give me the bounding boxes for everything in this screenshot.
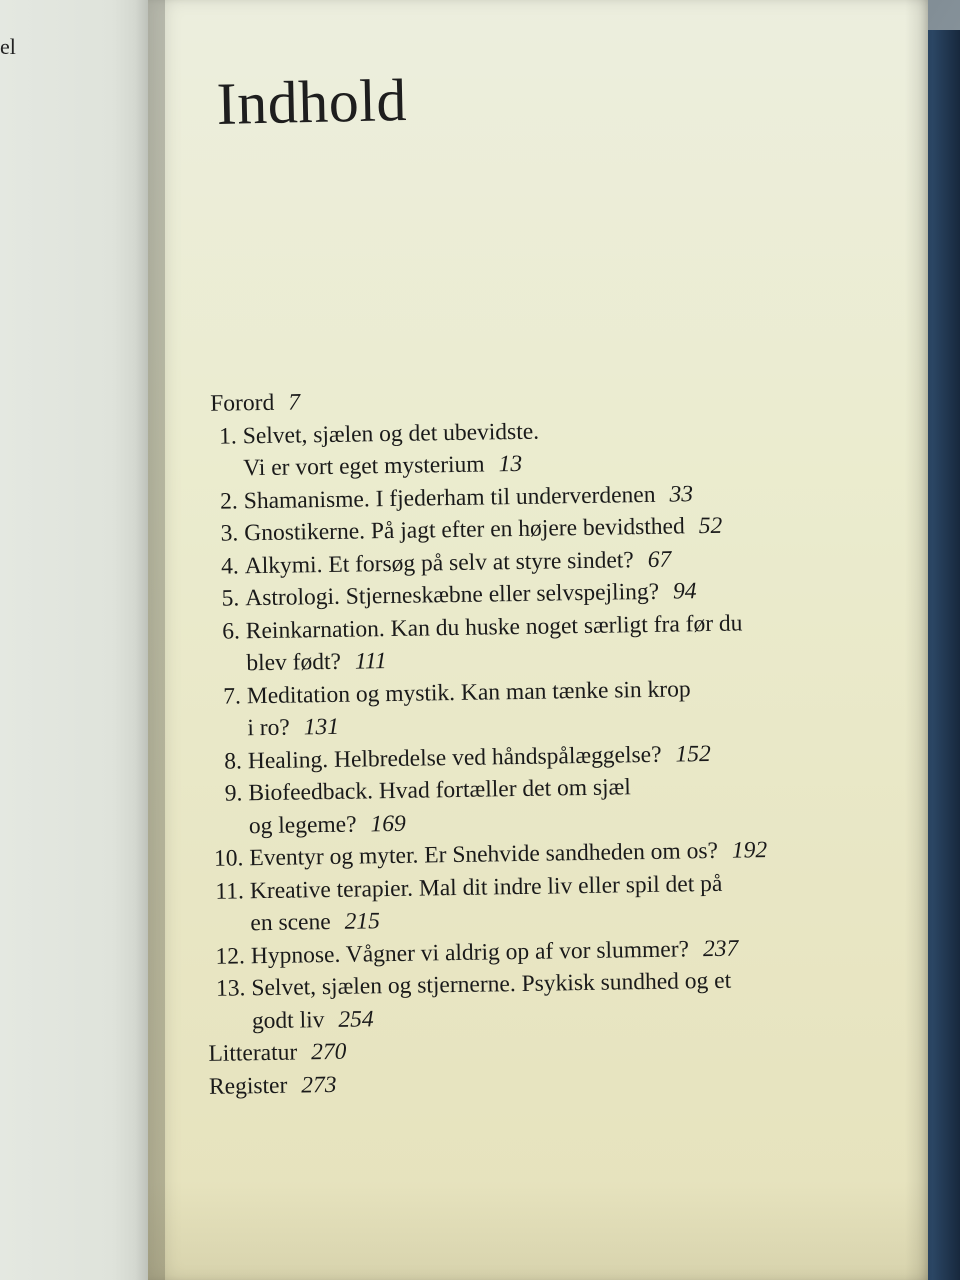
toc-entry-title: Selvet, sjælen og stjernerne. Psykisk sundhed og et bbox=[251, 967, 732, 1002]
toc-entry-title: Selvet, sjælen og det ubevidste. bbox=[242, 418, 540, 449]
toc-entry-page-number: 7 bbox=[288, 389, 301, 416]
table-of-contents bbox=[198, 378, 869, 1103]
toc-entry-number: 8. bbox=[224, 747, 243, 775]
toc-entry-page-number: 52 bbox=[698, 512, 723, 540]
toc-entry-number: 3. bbox=[220, 520, 239, 547]
toc-entry-title: blev født? bbox=[246, 648, 342, 677]
page-edge-shadow bbox=[905, 0, 928, 1280]
toc-entry bbox=[207, 963, 868, 1038]
toc-entry-page-number: 33 bbox=[669, 480, 694, 508]
toc-entry-page-number: 192 bbox=[731, 837, 768, 864]
toc-entry bbox=[204, 768, 865, 843]
toc-entry-title: Register bbox=[208, 1072, 288, 1100]
toc-entry-number: 6. bbox=[221, 617, 241, 645]
toc-entry-title: Shamanisme. I fjederham til underverdenen bbox=[243, 481, 656, 514]
toc-entry-title: Kreative terapier. Mal dit indre liv eller spil det på bbox=[249, 870, 723, 904]
page-bottom-shade bbox=[148, 1180, 928, 1280]
gutter-shadow bbox=[135, 0, 165, 1280]
toc-entry-title: Biofeedback. Hvad fortæller det om sjæl bbox=[248, 774, 631, 807]
toc-entry-page-number: 131 bbox=[303, 713, 340, 741]
toc-entry-page-number: 169 bbox=[370, 810, 406, 837]
toc-entry-page-number: 67 bbox=[647, 546, 672, 573]
toc-entry-title: Vi er vort eget mysterium bbox=[243, 451, 485, 482]
toc-entry-number: 11. bbox=[215, 877, 245, 905]
toc-entry-title: godt liv bbox=[251, 1006, 325, 1034]
toc-entry bbox=[202, 605, 863, 680]
toc-entry-title: og legeme? bbox=[248, 811, 357, 839]
toc-entry-number: 2. bbox=[219, 487, 238, 515]
toc-entry-number: 1. bbox=[218, 422, 237, 450]
toc-entry-number: 7. bbox=[223, 682, 242, 710]
toc-entry bbox=[199, 410, 860, 485]
toc-entry-page-number: 237 bbox=[702, 935, 739, 962]
toc-entry-title: Alkymi. Et forsøg på selv at styre sindet? bbox=[244, 546, 634, 579]
toc-entry-page-number: 215 bbox=[344, 908, 381, 935]
toc-entry-title: Reinkarnation. Kan du huske noget særligt fra før du bbox=[245, 609, 743, 644]
toc-entry-page-number: 270 bbox=[310, 1038, 347, 1066]
toc-entry-number: 13. bbox=[215, 975, 246, 1002]
toc-entry-number: 5. bbox=[221, 585, 240, 612]
toc-entry-page-number: 152 bbox=[675, 740, 711, 768]
toc-entry-title: Meditation og mystik. Kan man tænke sin krop bbox=[246, 675, 691, 709]
toc-entry-title: Litteratur bbox=[208, 1039, 298, 1067]
toc-entry-number: 4. bbox=[220, 552, 240, 580]
left-page-edge-text: el bbox=[0, 34, 16, 59]
toc-entry-title: Forord bbox=[210, 389, 275, 417]
toc-entry-number: 12. bbox=[215, 942, 246, 970]
toc-entry bbox=[206, 865, 867, 940]
toc-entry-number: 10. bbox=[213, 845, 244, 872]
toc-entry-number: 9. bbox=[224, 780, 243, 807]
toc-entry-page-number: 254 bbox=[338, 1005, 374, 1033]
toc-entry-title: Healing. Helbredelse ved håndspålæggelse? bbox=[247, 741, 662, 774]
toc-entry-title: Gnostikerne. På jagt efter en højere bevidsthed bbox=[244, 513, 685, 547]
toc-entry-page-number: 94 bbox=[672, 578, 697, 605]
toc-entry-page-number: 111 bbox=[354, 648, 387, 675]
toc-entry-page-number: 13 bbox=[498, 450, 523, 478]
toc-entry-title: Hypnose. Vågner vi aldrig op af vor slummer? bbox=[250, 935, 690, 969]
toc-entry-title: Astrologi. Stjerneskæbne eller selvspejling? bbox=[245, 578, 660, 612]
toc-entry-title: Eventyr og myter. Er Snehvide sandheden om os? bbox=[249, 837, 719, 872]
toc-entry-title: i ro? bbox=[247, 714, 290, 742]
toc-entry-page-number: 273 bbox=[301, 1071, 337, 1098]
page-title: Indhold bbox=[216, 67, 408, 137]
toc-entry-title: en scene bbox=[250, 908, 331, 937]
toc-entry bbox=[203, 670, 864, 745]
